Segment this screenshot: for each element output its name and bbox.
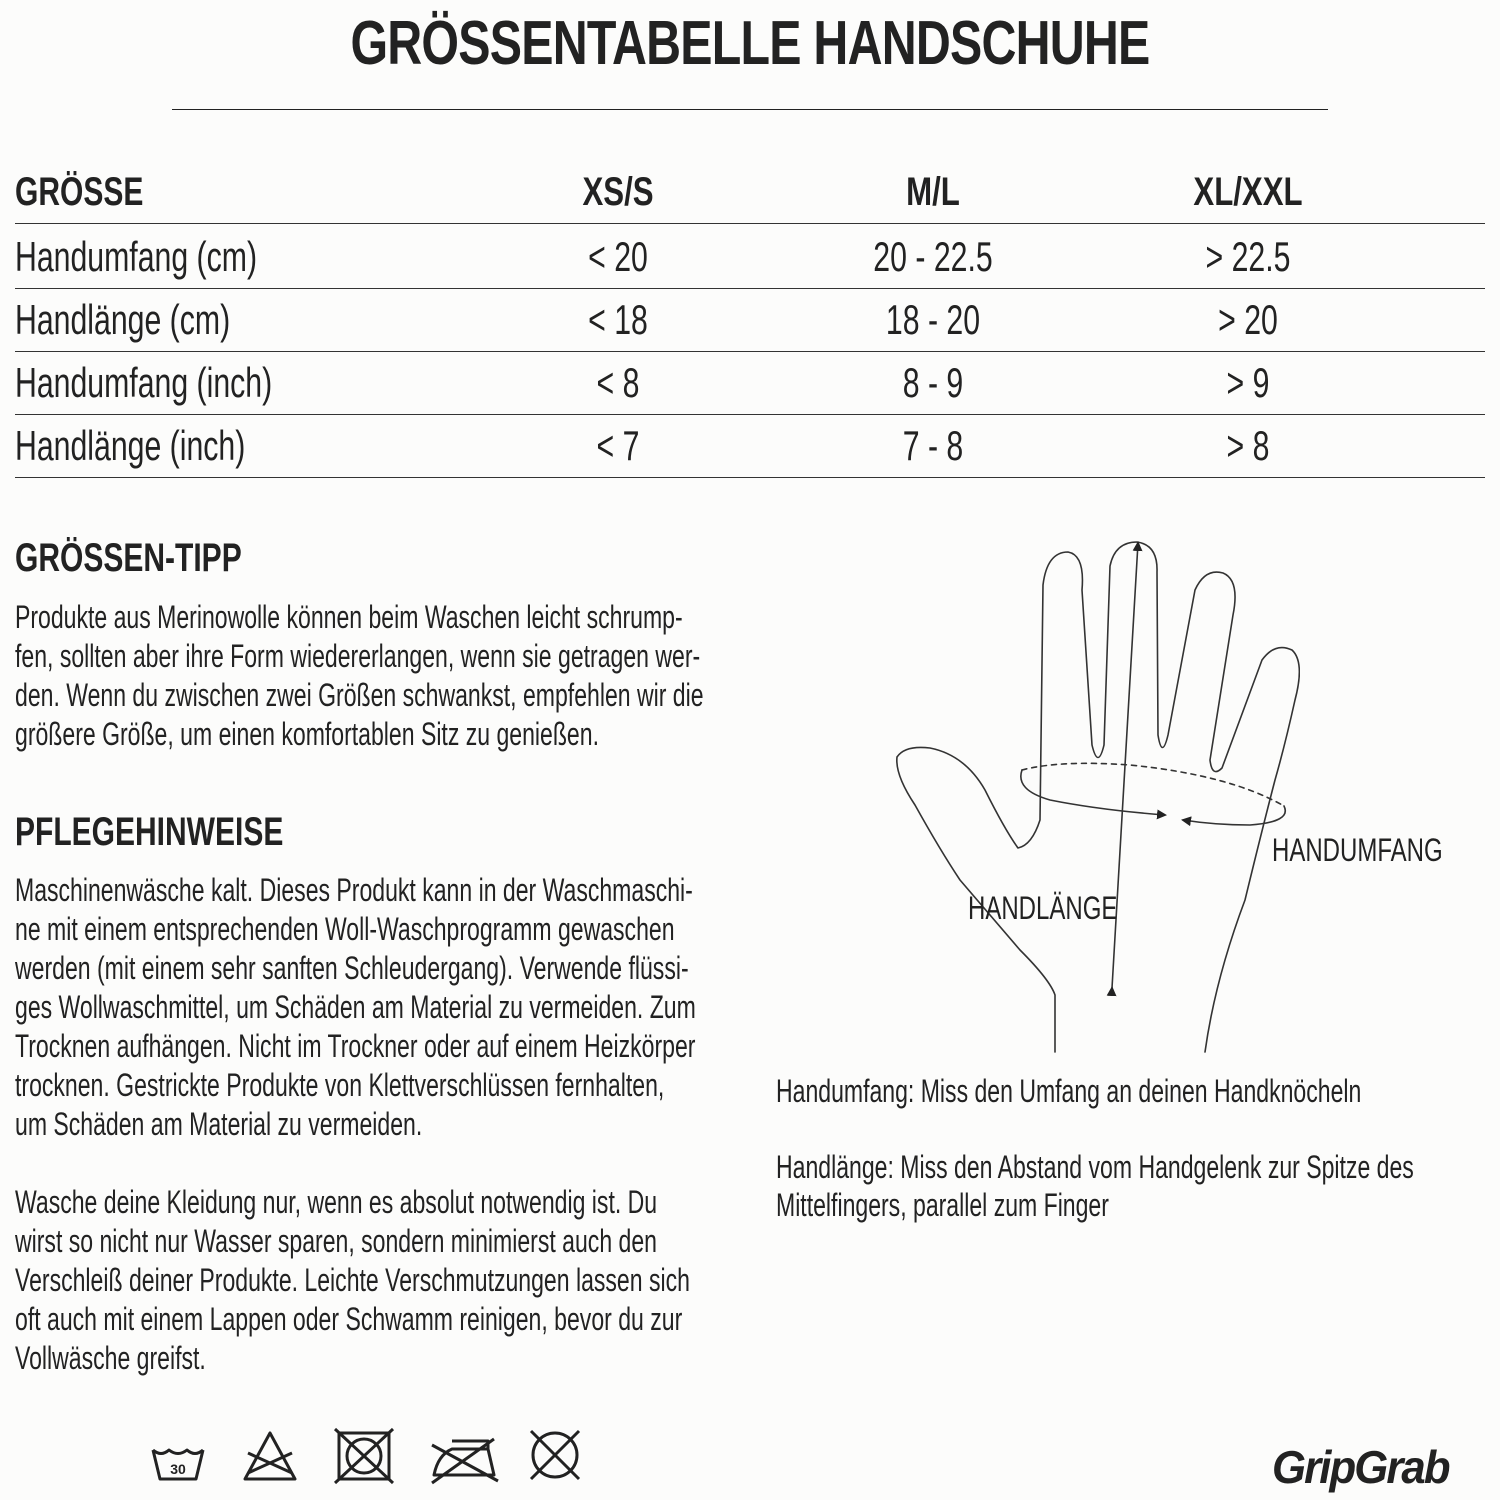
table-cell: 20 - 22.5 (873, 233, 993, 280)
row-label: Handlänge (inch) (15, 422, 246, 469)
row-label: Handlänge (cm) (15, 296, 231, 343)
care-heading: PFLEGEHINWEISE (15, 810, 284, 854)
table-header-size: GRÖSSE (15, 170, 144, 214)
table-cell: > 22.5 (1205, 233, 1291, 280)
care-symbols (145, 1425, 595, 1495)
page-title: GRÖSSENTABELLE HANDSCHUHE (350, 9, 1150, 78)
table-cell: > 9 (1226, 359, 1270, 406)
table-cell: < 7 (596, 422, 640, 469)
circumference-dashed (1022, 763, 1284, 806)
table-cell: > 8 (1226, 422, 1270, 469)
table-cell: < 18 (588, 296, 648, 343)
wash-30-icon (150, 1425, 206, 1485)
table-cell: > 20 (1218, 296, 1278, 343)
circumference-arrow-left (1021, 770, 1165, 815)
caption-handlaenge: Handlänge: Miss den Abstand vom Handgelenk zur Spitze des Mittelfingers, parallel zum Finger (776, 1149, 1414, 1223)
table-cell: < 20 (588, 233, 648, 280)
care-text-secondary: Wasche deine Kleidung nur, wenn es absolut notwendig ist. Du wirst so nicht nur Wasser sparen, sondern minimierst auch den Verschleiß deiner Produkte. Leichte Verschmutzungen lassen sich oft auch mit einem Lappen oder Schwamm reinigen, bevor du zur Vollwäsche greifst. (15, 1184, 690, 1376)
wash-temperature: 30 (170, 1461, 186, 1477)
table-row (15, 351, 1485, 415)
size-tip-heading: GRÖSSEN-TIPP (15, 536, 242, 580)
table-cell: 8 - 9 (902, 359, 964, 406)
title-divider (172, 109, 1328, 110)
table-header-xl-xxl: XL/XXL (1193, 170, 1303, 214)
no-tumble-dry-icon (333, 1425, 395, 1485)
table-cell: < 8 (596, 359, 640, 406)
label-handumfang: HANDUMFANG (1272, 832, 1443, 868)
table-cell: 18 - 20 (885, 296, 981, 343)
table-row (15, 414, 1485, 478)
brand-logo: GripGrab (1272, 1441, 1449, 1493)
label-handlaenge: HANDLÄNGE (968, 890, 1118, 926)
hand-outline (897, 542, 1300, 1052)
row-label: Handumfang (cm) (15, 233, 258, 280)
table-header-xs-s: XS/S (582, 170, 654, 214)
table-cell: 7 - 8 (902, 422, 964, 469)
table-row (15, 288, 1485, 352)
circumference-arrow-right (1183, 806, 1285, 825)
size-tip-text: Produkte aus Merinowolle können beim Waschen leicht schrump- fen, sollten aber ihre Form wiedererlangen, wenn sie getragen wer- den. Wenn du zwischen zwei Größen schwankst, empfehlen wir die größere Größe, um einen komfortablen Sitz zu genießen. (15, 599, 704, 752)
caption-handumfang: Handumfang: Miss den Umfang an deinen Handknöcheln (776, 1073, 1362, 1109)
no-iron-icon (428, 1425, 500, 1485)
row-label: Handumfang (inch) (15, 359, 273, 406)
hand-measure-diagram (880, 530, 1300, 1060)
table-header-row (15, 160, 1485, 224)
table-header-m-l: M/L (906, 170, 960, 214)
care-text: Maschinenwäsche kalt. Dieses Produkt kann in der Waschmaschi- ne mit einem entsprechenden Woll-Waschprogramm gewaschen werden (mit einem sehr sanften Schleudergang). Verwende flüssi- ges Wollwaschmittel, um Schäden am Material zu vermeiden. Zum Trocknen aufhängen. Nicht im Trockner oder auf einem Heizkörper trocknen. Gestrickte Produkte von Klettverschlüssen fernhalten, um Schäden am Material zu vermeiden. (15, 872, 696, 1142)
table-row (15, 225, 1485, 289)
no-dry-clean-icon (525, 1425, 585, 1485)
no-bleach-icon (240, 1425, 300, 1485)
